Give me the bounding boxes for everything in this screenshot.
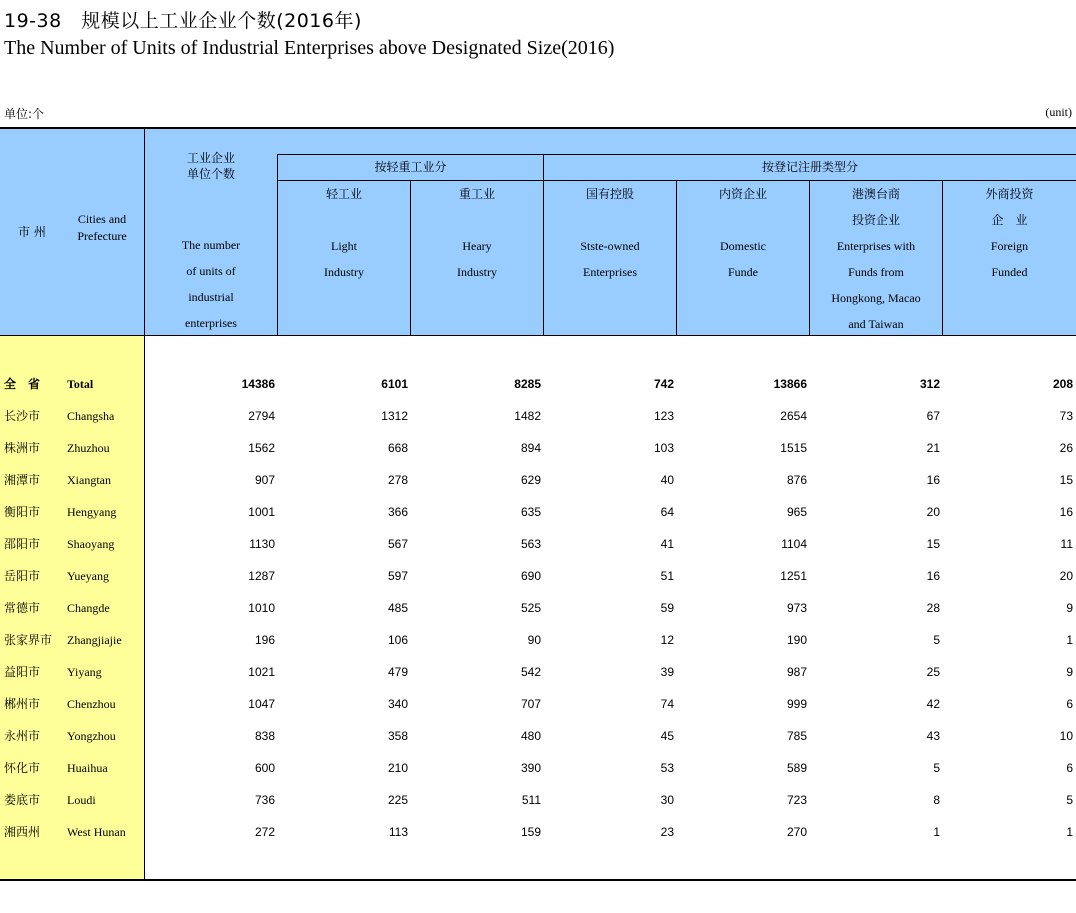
table-cell-value: 723 bbox=[786, 793, 807, 807]
table-cell-value: 196 bbox=[254, 633, 275, 647]
table-cell-value: 8 bbox=[933, 793, 940, 807]
table-cell-value: 225 bbox=[387, 793, 408, 807]
city-name-chinese: 常德市 bbox=[4, 601, 41, 615]
table-cell-value: 6101 bbox=[381, 377, 408, 391]
city-name-chinese: 益阳市 bbox=[4, 665, 41, 679]
column-header-hk-macao-taiwan: 港澳台商 投资企业 Enterprises with Funds from Hongkong, Macao and Taiwan bbox=[831, 187, 921, 331]
table-cell-value: 42 bbox=[926, 697, 940, 711]
table-cell-value: 485 bbox=[387, 601, 408, 615]
header-total-chinese: 工业企业 单位个数 bbox=[186, 151, 235, 181]
table-cell-value: 600 bbox=[254, 761, 275, 775]
table-cell-value: 907 bbox=[254, 473, 275, 487]
table-cell-value: 210 bbox=[387, 761, 408, 775]
city-name-english: Total bbox=[67, 377, 94, 391]
table-cell-value: 13866 bbox=[773, 377, 807, 391]
table-cell-value: 20 bbox=[1059, 569, 1073, 583]
table-cell-value: 390 bbox=[520, 761, 541, 775]
table-cell-value: 9 bbox=[1066, 665, 1073, 679]
table-cell-value: 479 bbox=[387, 665, 408, 679]
table-cell-value: 8285 bbox=[514, 377, 541, 391]
table-cell-value: 629 bbox=[520, 473, 541, 487]
table-cell-value: 6 bbox=[1066, 761, 1073, 775]
table-cell-value: 23 bbox=[660, 825, 674, 839]
table-cell-value: 480 bbox=[520, 729, 541, 743]
page-title-chinese: 19-38 规模以上工业企业个数(2016年) bbox=[4, 10, 362, 32]
table-cell-value: 16 bbox=[926, 569, 940, 583]
table-cell-value: 1047 bbox=[248, 697, 275, 711]
table-cell-value: 26 bbox=[1059, 441, 1073, 455]
header-city-chinese: 市 州 bbox=[18, 225, 46, 239]
table-bottom-rule bbox=[0, 879, 1076, 881]
table-cell-value: 635 bbox=[520, 505, 541, 519]
table-cell-value: 597 bbox=[387, 569, 408, 583]
city-name-english: Changsha bbox=[67, 409, 115, 423]
table-cell-value: 340 bbox=[387, 697, 408, 711]
table-cell-value: 1130 bbox=[249, 537, 275, 551]
table-cell-value: 123 bbox=[653, 409, 674, 423]
table-cell-value: 358 bbox=[387, 729, 408, 743]
city-name-chinese: 湘潭市 bbox=[4, 473, 41, 487]
table-cell-value: 15 bbox=[926, 537, 940, 551]
table-cell-value: 525 bbox=[520, 601, 541, 615]
table-cell-value: 589 bbox=[786, 761, 807, 775]
city-name-english: Chenzhou bbox=[67, 697, 116, 711]
table-cell-value: 5 bbox=[933, 633, 940, 647]
table-cell-value: 1104 bbox=[781, 537, 807, 551]
table-cell-value: 16 bbox=[1059, 505, 1073, 519]
city-name-english: West Hunan bbox=[67, 825, 126, 839]
column-header-foreign-funded: 外商投资 企 业 Foreign Funded bbox=[985, 187, 1034, 279]
table-cell-value: 5 bbox=[933, 761, 940, 775]
city-name-chinese: 衡阳市 bbox=[4, 505, 41, 519]
table-cell-value: 1562 bbox=[248, 441, 275, 455]
table-cell-value: 12 bbox=[660, 633, 674, 647]
table-cell-value: 21 bbox=[926, 441, 940, 455]
header-city-english: Cities and Prefecture bbox=[77, 212, 127, 243]
city-name-english: Shaoyang bbox=[67, 537, 115, 551]
table-cell-value: 690 bbox=[520, 569, 541, 583]
city-name-chinese: 张家界市 bbox=[4, 633, 53, 647]
city-name-english: Zhangjiajie bbox=[67, 633, 122, 647]
column-header-heavy-industry: 重工业 Heary Industry bbox=[457, 187, 497, 279]
city-name-chinese: 永州市 bbox=[4, 729, 41, 743]
table-cell-value: 785 bbox=[786, 729, 807, 743]
group-header-industry: 按轻重工业分 bbox=[374, 160, 447, 174]
table-cell-value: 45 bbox=[660, 729, 674, 743]
table-cell-value: 39 bbox=[660, 665, 674, 679]
table-cell-value: 894 bbox=[520, 441, 541, 455]
table-cell-value: 1251 bbox=[780, 569, 807, 583]
table-cell-value: 9 bbox=[1066, 601, 1073, 615]
table-cell-value: 90 bbox=[527, 633, 541, 647]
table-cell-value: 159 bbox=[520, 825, 541, 839]
city-name-chinese: 邵阳市 bbox=[4, 537, 41, 551]
table-cell-value: 59 bbox=[660, 601, 674, 615]
table-cell-value: 838 bbox=[254, 729, 275, 743]
table-cell-value: 73 bbox=[1059, 409, 1073, 423]
table-cell-value: 1 bbox=[1066, 633, 1073, 647]
city-name-english: Yueyang bbox=[67, 569, 109, 583]
table-cell-value: 973 bbox=[786, 601, 807, 615]
table-cell-value: 1287 bbox=[248, 569, 275, 583]
city-name-english: Zhuzhou bbox=[67, 441, 110, 455]
table-cell-value: 10 bbox=[1059, 729, 1073, 743]
header-total-english: The number of units of industrial enterprises bbox=[181, 238, 241, 330]
city-name-english: Yiyang bbox=[67, 665, 102, 679]
city-name-chinese: 娄底市 bbox=[4, 793, 41, 807]
table-cell-value: 11 bbox=[1060, 537, 1073, 551]
table-cell-value: 64 bbox=[660, 505, 674, 519]
city-name-english: Yongzhou bbox=[67, 729, 116, 743]
table-cell-value: 1 bbox=[933, 825, 940, 839]
table-cell-value: 312 bbox=[919, 377, 940, 391]
table-cell-value: 43 bbox=[926, 729, 940, 743]
city-name-english: Xiangtan bbox=[67, 473, 111, 487]
city-name-english: Changde bbox=[67, 601, 110, 615]
table-cell-value: 987 bbox=[786, 665, 807, 679]
city-name-chinese: 全 省 bbox=[4, 377, 41, 391]
table-cell-value: 272 bbox=[254, 825, 275, 839]
table-cell-value: 542 bbox=[520, 665, 541, 679]
table-cell-value: 190 bbox=[786, 633, 807, 647]
city-name-chinese: 长沙市 bbox=[4, 409, 41, 423]
city-name-chinese: 湘西州 bbox=[4, 825, 41, 839]
column-header-state-owned: 国有控股 Stste-owned Enterprises bbox=[580, 187, 640, 279]
table-cell-value: 16 bbox=[926, 473, 940, 487]
table-cell-value: 965 bbox=[786, 505, 807, 519]
table-cell-value: 15 bbox=[1059, 473, 1073, 487]
table-cell-value: 1 bbox=[1066, 825, 1073, 839]
table-cell-value: 1001 bbox=[248, 505, 275, 519]
table-cell-value: 106 bbox=[387, 633, 408, 647]
table-cell-value: 736 bbox=[254, 793, 275, 807]
table-cell-value: 1010 bbox=[248, 601, 275, 615]
table-cell-value: 999 bbox=[786, 697, 807, 711]
table-cell-value: 5 bbox=[1066, 793, 1073, 807]
table-cell-value: 511 bbox=[521, 793, 541, 807]
table-cell-value: 20 bbox=[926, 505, 940, 519]
table-cell-value: 1021 bbox=[248, 665, 275, 679]
table-cell-value: 6 bbox=[1066, 697, 1073, 711]
table-cell-value: 74 bbox=[660, 697, 674, 711]
table-cell-value: 707 bbox=[520, 697, 541, 711]
table-cell-value: 41 bbox=[660, 537, 674, 551]
table-cell-value: 742 bbox=[653, 377, 674, 391]
city-name-english: Hengyang bbox=[67, 505, 117, 519]
table-cell-value: 270 bbox=[786, 825, 807, 839]
table-cell-value: 563 bbox=[520, 537, 541, 551]
city-name-chinese: 郴州市 bbox=[4, 697, 41, 711]
table-cell-value: 40 bbox=[660, 473, 674, 487]
city-name-english: Loudi bbox=[67, 793, 96, 807]
table-cell-value: 278 bbox=[387, 473, 408, 487]
table-cell-value: 67 bbox=[926, 409, 940, 423]
table-cell-value: 53 bbox=[660, 761, 674, 775]
group-header-registration: 按登记注册类型分 bbox=[761, 160, 858, 174]
city-name-chinese: 怀化市 bbox=[4, 761, 41, 775]
unit-label-chinese: 单位:个 bbox=[4, 107, 45, 121]
unit-label-english: (unit) bbox=[1045, 105, 1072, 119]
city-name-english: Huaihua bbox=[67, 761, 108, 775]
column-header-domestic: 内资企业 Domestic Funde bbox=[718, 187, 767, 279]
table-cell-value: 51 bbox=[660, 569, 674, 583]
table-cell-value: 103 bbox=[653, 441, 674, 455]
table-cell-value: 208 bbox=[1052, 377, 1073, 391]
table-cell-value: 28 bbox=[926, 601, 940, 615]
table-cell-value: 668 bbox=[387, 441, 408, 455]
table-cell-value: 1312 bbox=[381, 409, 408, 423]
table-cell-value: 113 bbox=[388, 825, 408, 839]
table-cell-value: 30 bbox=[660, 793, 674, 807]
table-cell-value: 567 bbox=[387, 537, 408, 551]
city-name-chinese: 岳阳市 bbox=[4, 569, 41, 583]
city-name-chinese: 株洲市 bbox=[4, 441, 41, 455]
table-cell-value: 2794 bbox=[248, 409, 275, 423]
table-cell-value: 1515 bbox=[780, 441, 807, 455]
page-title-english: The Number of Units of Industrial Enterprises above Designated Size(2016) bbox=[4, 37, 615, 59]
table-cell-value: 1482 bbox=[514, 409, 541, 423]
table-cell-value: 366 bbox=[387, 505, 408, 519]
column-header-light-industry: 轻工业 Light Industry bbox=[324, 187, 364, 279]
table-cell-value: 14386 bbox=[241, 377, 275, 391]
table-cell-value: 876 bbox=[786, 473, 807, 487]
table-cell-value: 25 bbox=[926, 665, 940, 679]
table-cell-value: 2654 bbox=[780, 409, 807, 423]
